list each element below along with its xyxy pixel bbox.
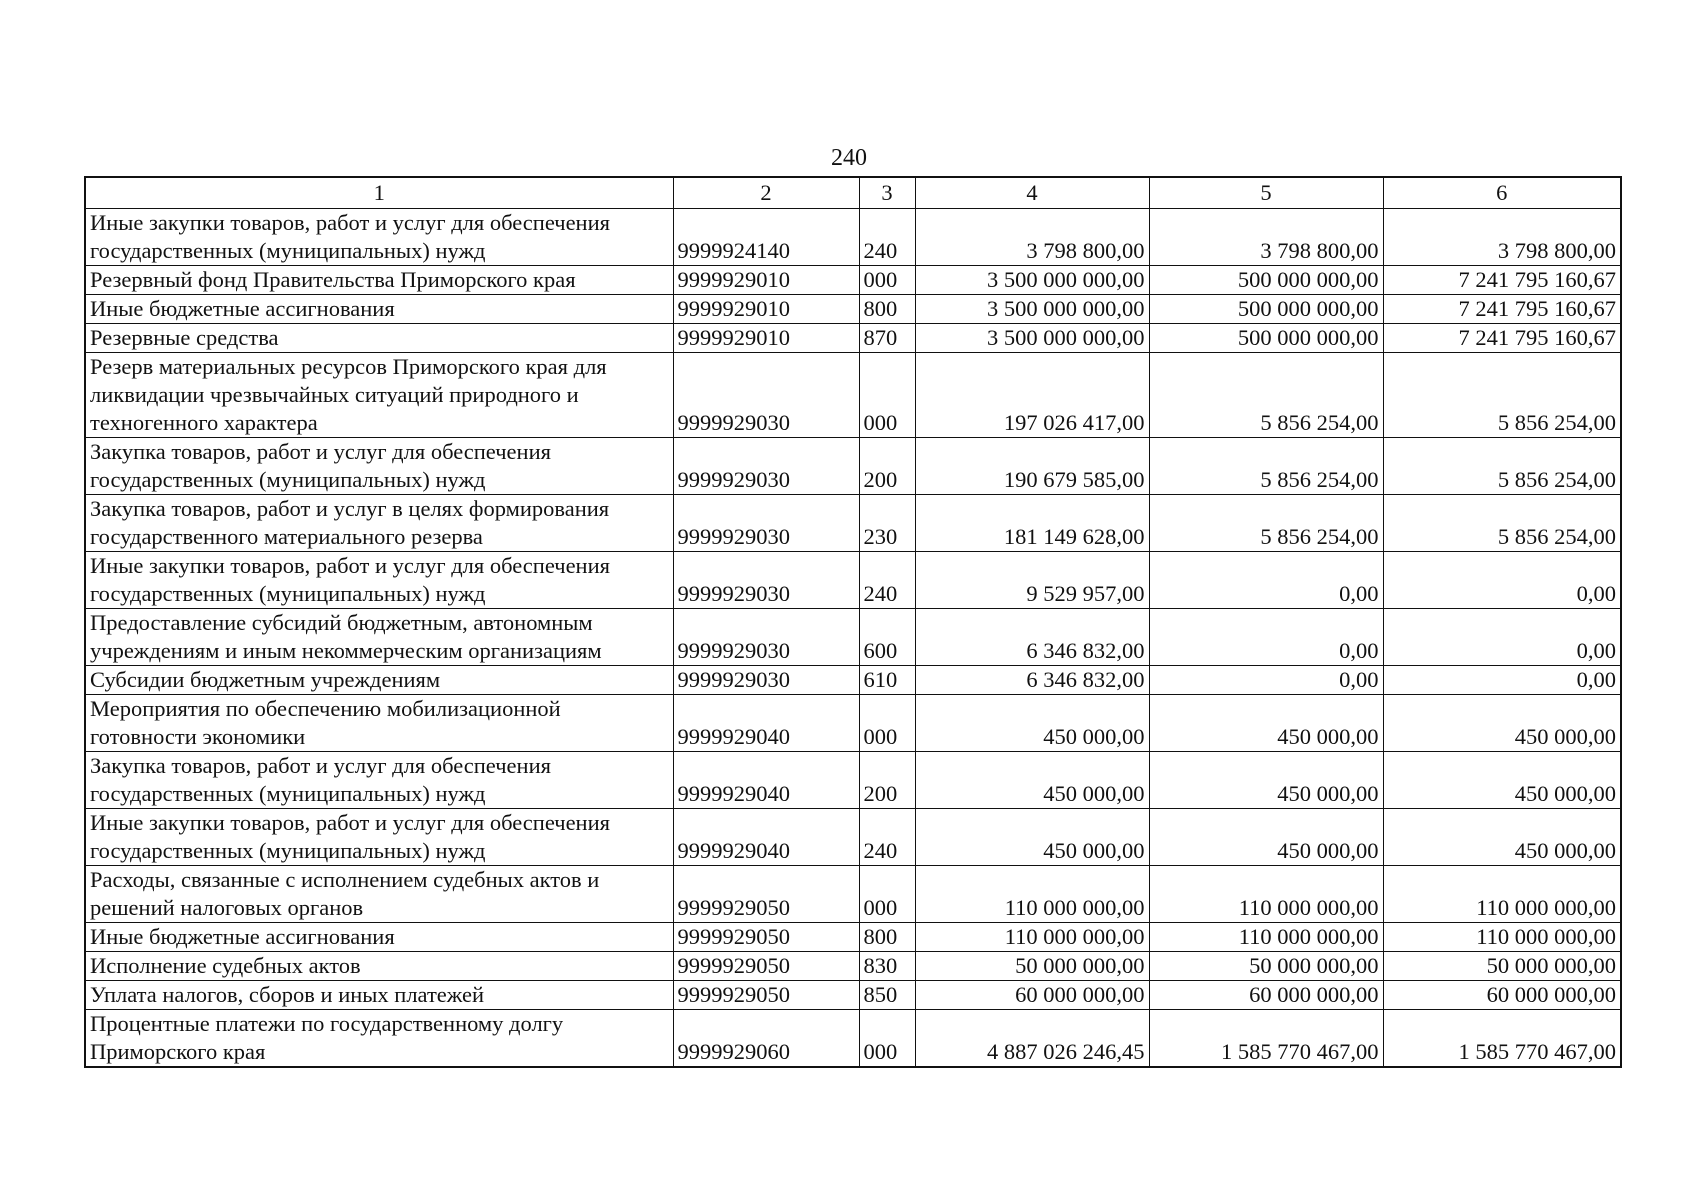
expense-type-code: 200 [859,438,915,495]
row-description: Иные бюджетные ассигнования [85,295,673,324]
amount-column-6: 5 856 254,00 [1383,495,1621,552]
amount-column-4: 450 000,00 [915,695,1149,752]
target-article-code: 9999929040 [673,695,859,752]
target-article-code: 9999929030 [673,666,859,695]
amount-column-4: 3 500 000 000,00 [915,324,1149,353]
table-row [85,438,1621,495]
column-header-1: 1 [85,177,673,209]
target-article-code: 9999929030 [673,552,859,609]
amount-column-6: 5 856 254,00 [1383,353,1621,438]
target-article-code: 9999929030 [673,609,859,666]
expense-type-code: 200 [859,752,915,809]
expense-type-code: 800 [859,923,915,952]
table-row [85,923,1621,952]
row-description: Резервные средства [85,324,673,353]
amount-column-5: 450 000,00 [1149,809,1383,866]
target-article-code: 9999929050 [673,981,859,1010]
target-article-code: 9999924140 [673,209,859,266]
amount-column-6: 3 798 800,00 [1383,209,1621,266]
amount-column-6: 450 000,00 [1383,752,1621,809]
table-row [85,552,1621,609]
target-article-code: 9999929010 [673,266,859,295]
target-article-code: 9999929010 [673,324,859,353]
expense-type-code: 000 [859,266,915,295]
amount-column-6: 450 000,00 [1383,695,1621,752]
budget-table [84,176,1622,1068]
amount-column-5: 50 000 000,00 [1149,952,1383,981]
expense-type-code: 000 [859,353,915,438]
amount-column-5: 500 000 000,00 [1149,266,1383,295]
table-row [85,495,1621,552]
row-description: Исполнение судебных актов [85,952,673,981]
amount-column-5: 1 585 770 467,00 [1149,1010,1383,1068]
amount-column-6: 7 241 795 160,67 [1383,295,1621,324]
target-article-code: 9999929050 [673,952,859,981]
table-row [85,1010,1621,1068]
amount-column-5: 450 000,00 [1149,752,1383,809]
column-header-2: 2 [673,177,859,209]
column-header-4: 4 [915,177,1149,209]
amount-column-6: 110 000 000,00 [1383,866,1621,923]
amount-column-5: 60 000 000,00 [1149,981,1383,1010]
expense-type-code: 230 [859,495,915,552]
amount-column-4: 3 798 800,00 [915,209,1149,266]
amount-column-4: 190 679 585,00 [915,438,1149,495]
amount-column-6: 7 241 795 160,67 [1383,324,1621,353]
target-article-code: 9999929040 [673,809,859,866]
amount-column-4: 60 000 000,00 [915,981,1149,1010]
amount-column-4: 6 346 832,00 [915,666,1149,695]
target-article-code: 9999929030 [673,495,859,552]
column-header-5: 5 [1149,177,1383,209]
row-description: Закупка товаров, работ и услуг для обеспечения государственных (муниципальных) нужд [85,438,673,495]
amount-column-6: 0,00 [1383,666,1621,695]
amount-column-5: 5 856 254,00 [1149,438,1383,495]
amount-column-4: 450 000,00 [915,752,1149,809]
target-article-code: 9999929060 [673,1010,859,1068]
row-description: Предоставление субсидий бюджетным, автономным учреждениям и иным некоммерческим организациям [85,609,673,666]
amount-column-5: 500 000 000,00 [1149,324,1383,353]
header-row [85,177,1621,209]
expense-type-code: 800 [859,295,915,324]
table-row [85,981,1621,1010]
target-article-code: 9999929030 [673,353,859,438]
expense-type-code: 000 [859,695,915,752]
amount-column-4: 110 000 000,00 [915,866,1149,923]
row-description: Иные закупки товаров, работ и услуг для обеспечения государственных (муниципальных) нужд [85,209,673,266]
amount-column-4: 450 000,00 [915,809,1149,866]
amount-column-5: 0,00 [1149,609,1383,666]
amount-column-4: 50 000 000,00 [915,952,1149,981]
amount-column-5: 450 000,00 [1149,695,1383,752]
target-article-code: 9999929050 [673,923,859,952]
table-row [85,353,1621,438]
amount-column-6: 0,00 [1383,552,1621,609]
column-header-6: 6 [1383,177,1621,209]
expense-type-code: 850 [859,981,915,1010]
expense-type-code: 600 [859,609,915,666]
target-article-code: 9999929050 [673,866,859,923]
expense-type-code: 830 [859,952,915,981]
amount-column-5: 5 856 254,00 [1149,353,1383,438]
amount-column-5: 110 000 000,00 [1149,923,1383,952]
table-row [85,809,1621,866]
amount-column-4: 6 346 832,00 [915,609,1149,666]
amount-column-6: 60 000 000,00 [1383,981,1621,1010]
row-description: Процентные платежи по государственному долгу Приморского края [85,1010,673,1068]
target-article-code: 9999929030 [673,438,859,495]
row-description: Мероприятия по обеспечению мобилизационной готовности экономики [85,695,673,752]
table-row [85,324,1621,353]
amount-column-4: 4 887 026 246,45 [915,1010,1149,1068]
amount-column-6: 7 241 795 160,67 [1383,266,1621,295]
expense-type-code: 240 [859,209,915,266]
row-description: Резервный фонд Правительства Приморского края [85,266,673,295]
table-row [85,266,1621,295]
amount-column-4: 181 149 628,00 [915,495,1149,552]
amount-column-6: 450 000,00 [1383,809,1621,866]
row-description: Иные закупки товаров, работ и услуг для обеспечения государственных (муниципальных) нужд [85,809,673,866]
row-description: Резерв материальных ресурсов Приморского края для ликвидации чрезвычайных ситуаций природного и техногенного характера [85,353,673,438]
column-header-3: 3 [859,177,915,209]
row-description: Иные закупки товаров, работ и услуг для обеспечения государственных (муниципальных) нужд [85,552,673,609]
target-article-code: 9999929010 [673,295,859,324]
table-row [85,752,1621,809]
amount-column-4: 9 529 957,00 [915,552,1149,609]
amount-column-5: 0,00 [1149,552,1383,609]
amount-column-5: 3 798 800,00 [1149,209,1383,266]
amount-column-5: 5 856 254,00 [1149,495,1383,552]
table-row [85,666,1621,695]
expense-type-code: 000 [859,866,915,923]
expense-type-code: 610 [859,666,915,695]
table-row [85,695,1621,752]
table-row [85,609,1621,666]
expense-type-code: 000 [859,1010,915,1068]
page-number: 240 [831,145,867,171]
amount-column-6: 50 000 000,00 [1383,952,1621,981]
amount-column-6: 110 000 000,00 [1383,923,1621,952]
table-row [85,952,1621,981]
expense-type-code: 240 [859,552,915,609]
expense-type-code: 870 [859,324,915,353]
table-body [85,209,1621,1068]
amount-column-4: 3 500 000 000,00 [915,266,1149,295]
table-row [85,209,1621,266]
row-description: Закупка товаров, работ и услуг в целях формирования государственного материального резерва [85,495,673,552]
table-row [85,866,1621,923]
row-description: Иные бюджетные ассигнования [85,923,673,952]
amount-column-4: 110 000 000,00 [915,923,1149,952]
expense-type-code: 240 [859,809,915,866]
row-description: Закупка товаров, работ и услуг для обеспечения государственных (муниципальных) нужд [85,752,673,809]
target-article-code: 9999929040 [673,752,859,809]
amount-column-4: 3 500 000 000,00 [915,295,1149,324]
row-description: Субсидии бюджетным учреждениям [85,666,673,695]
amount-column-6: 1 585 770 467,00 [1383,1010,1621,1068]
amount-column-6: 0,00 [1383,609,1621,666]
row-description: Уплата налогов, сборов и иных платежей [85,981,673,1010]
table-row [85,295,1621,324]
amount-column-6: 5 856 254,00 [1383,438,1621,495]
amount-column-4: 197 026 417,00 [915,353,1149,438]
amount-column-5: 110 000 000,00 [1149,866,1383,923]
amount-column-5: 0,00 [1149,666,1383,695]
amount-column-5: 500 000 000,00 [1149,295,1383,324]
row-description: Расходы, связанные с исполнением судебных актов и решений налоговых органов [85,866,673,923]
